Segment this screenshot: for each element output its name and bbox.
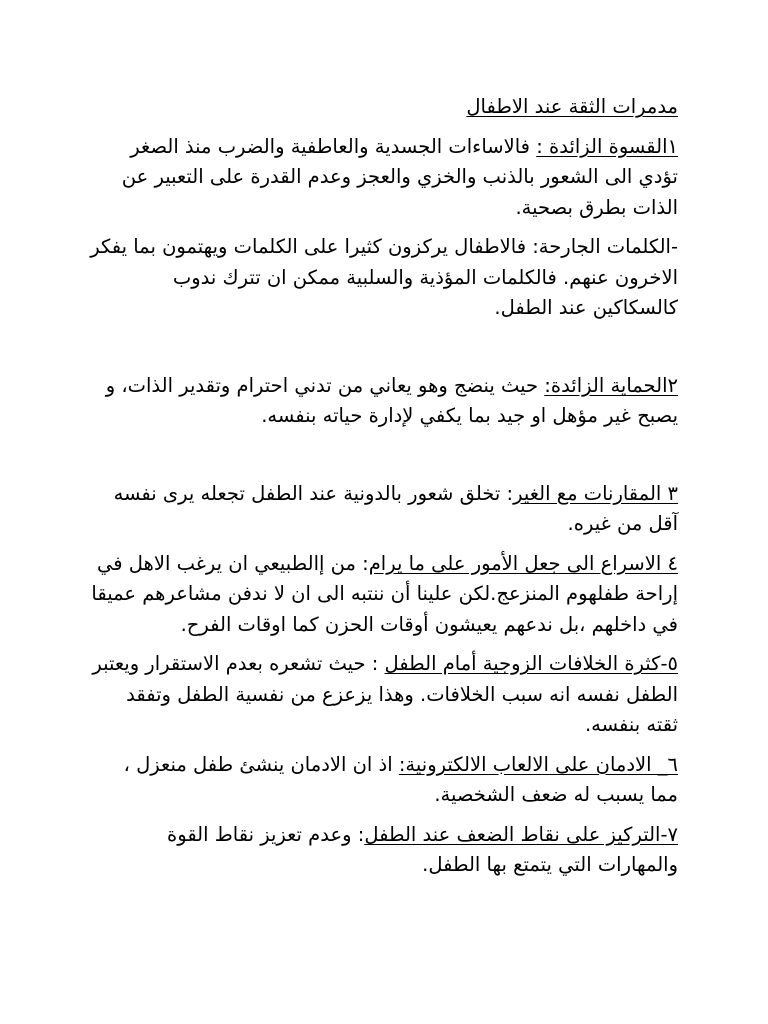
- paragraph-heading: ٧-التركيز على نقاط الضعف عند الطفل: [364, 822, 678, 846]
- spacer: [90, 441, 678, 479]
- paragraph-text: : من إالطبيعي ان يرغب الاهل في إراحة طفلهوم المنزعج.لكن علينا أن ننتبه الى ان لا ندفن مشاعرهم عميقا في داخلهم ،بل ندعهم يعيشون أوقات الحزن كما اوقات الفرح.: [91, 551, 678, 636]
- title-text: مدمرات الثقة عند الاطفال: [466, 95, 678, 118]
- paragraph-8: [90, 820, 678, 881]
- document-body: [90, 92, 678, 890]
- paragraph-text: اذ ان الادمان ينشئ طفل منعزل ، مما يسبب له ضعف الشخصية.: [123, 752, 678, 806]
- paragraph-heading: ٤ الاسراع الى جعل الأمور على ما يرام: [368, 551, 678, 575]
- paragraph-text: : تخلق شعور بالدونية عند الطفل تجعله يرى نفسه آقل من غيره.: [113, 481, 678, 535]
- paragraph-text: : وعدم تعزيز نقاط القوة والمهارات التي يتمتع بها الطفل.: [167, 822, 678, 876]
- paragraph-6: [90, 649, 678, 741]
- paragraph-text: : حيث تشعره بعدم الاستقرار ويعتبر الطفل نفسه انه سبب الخلافات. وهذا يزعزع من نفسية الطفل وتفقد ثقته بنفسه.: [92, 652, 678, 736]
- paragraph-text: -الكلمات الجارحة: فالاطفال يركزون كثيرا على الكلمات ويهتمون بما يفكر الاخرون عنهم. فالكلمات المؤذية والسلبية ممكن ان تترك ندوب كالسكاكين عند الطفل.: [90, 235, 678, 319]
- paragraph-5: [90, 549, 678, 641]
- paragraph-text: حيث ينضج وهو يعاني من تدني احترام وتقدير الذات، و يصبح غير مؤهل او جيد بما يكفي لإدارة حياته بنفسه.: [105, 373, 678, 427]
- paragraph-heading: ٣ المقارنات مع الغير: [513, 481, 678, 505]
- paragraph-7: [90, 750, 678, 811]
- paragraph-heading: ٦_ الادمان على الالعاب الالكترونية:: [398, 752, 678, 776]
- paragraph-heading: ٢الحماية الزائدة:: [544, 373, 678, 397]
- paragraph-4: [90, 479, 678, 540]
- paragraph-3: [90, 371, 678, 432]
- document-title: [90, 92, 678, 123]
- paragraph-1: [90, 132, 678, 224]
- paragraph-heading: ٥-كثرة الخلافات الزوجية أمام الطفل: [384, 652, 678, 675]
- spacer: [90, 333, 678, 371]
- paragraph-heading: ١القسوة الزائدة :: [536, 134, 678, 158]
- paragraph-text: فالاساءات الجسدية والعاطفية والضرب منذ الصغر تؤدي الى الشعور بالذنب والخزي والعجز وعدم القدرة على التعبير عن الذات بطرق بصحية.: [121, 134, 678, 219]
- paragraph-2: [90, 232, 678, 324]
